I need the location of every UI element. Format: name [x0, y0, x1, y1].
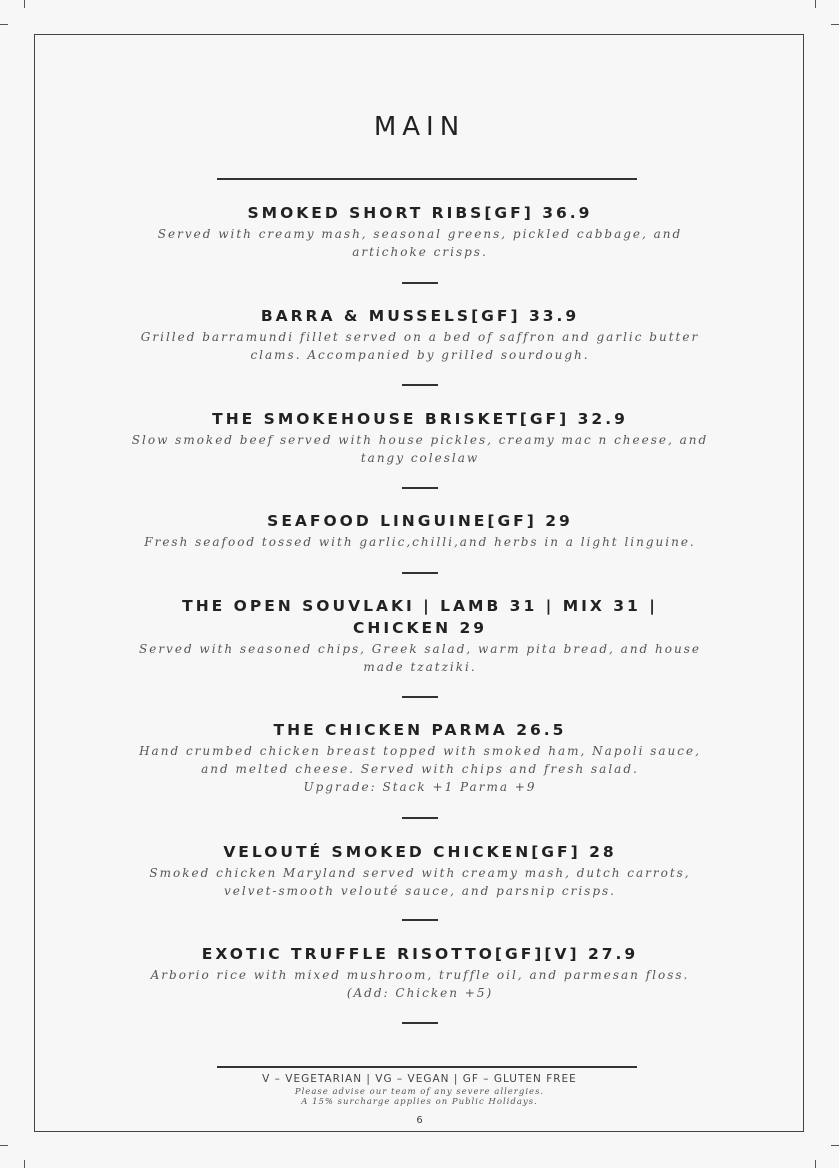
name-line: CHICKEN 29: [352, 619, 488, 637]
desc-line: velvet-smooth velouté sauce, and parsnip crisps.: [223, 884, 616, 898]
title-divider: [217, 178, 637, 180]
crop-mark: [815, 0, 816, 8]
item-description: [130, 328, 710, 364]
item-name: VELOUTÉ SMOKED CHICKEN[GF] 28: [223, 843, 617, 861]
desc-line: Fresh seafood tossed with garlic,chilli,and herbs in a light linguine.: [144, 535, 696, 549]
desc-line: Hand crumbed chicken breast topped with smoked ham, Napoli sauce,: [139, 744, 701, 758]
item-name: SMOKED SHORT RIBS[GF] 36.9: [247, 204, 593, 222]
desc-line: tangy coleslaw: [360, 451, 480, 465]
diet-legend: V – VEGETARIAN | VG – VEGAN | GF – GLUTEN FREE: [262, 1073, 577, 1085]
menu-item: [130, 719, 710, 796]
crop-mark: [24, 1160, 25, 1168]
desc-line: Served with seasoned chips, Greek salad, warm pita bread, and house: [139, 642, 701, 656]
item-description: [130, 431, 710, 467]
menu-item: [130, 841, 710, 900]
item-description: [130, 640, 710, 676]
desc-line: made tzatziki.: [363, 660, 477, 674]
crop-mark: [831, 1145, 839, 1146]
desc-line: Arborio rice with mixed mushroom, truffle oil, and parmesan floss.: [150, 968, 690, 982]
item-separator: [402, 487, 438, 489]
item-separator: [402, 282, 438, 284]
item-description: [130, 742, 710, 796]
item-description: [130, 864, 710, 900]
item-separator: [402, 572, 438, 574]
desc-line: Slow smoked beef served with house pickles, creamy mac n cheese, and: [131, 433, 709, 447]
item-separator: [402, 384, 438, 386]
menu-item: [130, 595, 710, 676]
menu-item: [130, 943, 710, 1002]
desc-line: clams. Accompanied by grilled sourdough.: [250, 348, 590, 362]
item-separator: [402, 1022, 438, 1024]
desc-line: (Add: Chicken +5): [346, 986, 494, 1000]
name-line: THE OPEN SOUVLAKI | LAMB 31 | MIX 31 |: [182, 597, 658, 615]
allergy-note: Please advise our team of any severe allergies.: [294, 1087, 545, 1097]
desc-line: Smoked chicken Maryland served with creamy mash, dutch carrots,: [149, 866, 691, 880]
item-separator: [402, 817, 438, 819]
item-name: BARRA & MUSSELS[GF] 33.9: [260, 307, 580, 325]
item-name: THE SMOKEHOUSE BRISKET[GF] 32.9: [212, 410, 628, 428]
crop-mark: [0, 1145, 8, 1146]
item-description: [130, 966, 710, 1002]
surcharge-note: A 15% surcharge applies on Public Holidays.: [301, 1097, 538, 1107]
menu-title: MAIN: [373, 112, 466, 142]
item-name: SEAFOOD LINGUINE[GF] 29: [267, 512, 573, 530]
item-separator: [402, 696, 438, 698]
desc-line: Grilled barramundi fillet served on a bed of saffron and garlic butter: [140, 330, 700, 344]
crop-mark: [24, 0, 25, 8]
menu-item: [130, 305, 710, 364]
page-number: 6: [416, 1115, 423, 1126]
crop-mark: [815, 1160, 816, 1168]
item-name: EXOTIC TRUFFLE RISOTTO[GF][V] 27.9: [201, 945, 639, 963]
crop-mark: [831, 24, 839, 25]
item-name: THE CHICKEN PARMA 26.5: [273, 721, 567, 739]
item-description: [130, 225, 710, 261]
footer-divider: [217, 1066, 637, 1068]
menu-item: [130, 202, 710, 261]
item-separator: [402, 919, 438, 921]
menu-item: [130, 408, 710, 467]
desc-line: and melted cheese. Served with chips and fresh salad.: [201, 762, 639, 776]
item-description: [130, 533, 710, 551]
menu-item: [130, 510, 710, 551]
crop-mark: [0, 24, 8, 25]
desc-line: artichoke crisps.: [352, 245, 488, 259]
item-name: [130, 595, 710, 639]
desc-line: Upgrade: Stack +1 Parma +9: [303, 780, 537, 794]
desc-line: Served with creamy mash, seasonal greens, pickled cabbage, and: [157, 227, 683, 241]
